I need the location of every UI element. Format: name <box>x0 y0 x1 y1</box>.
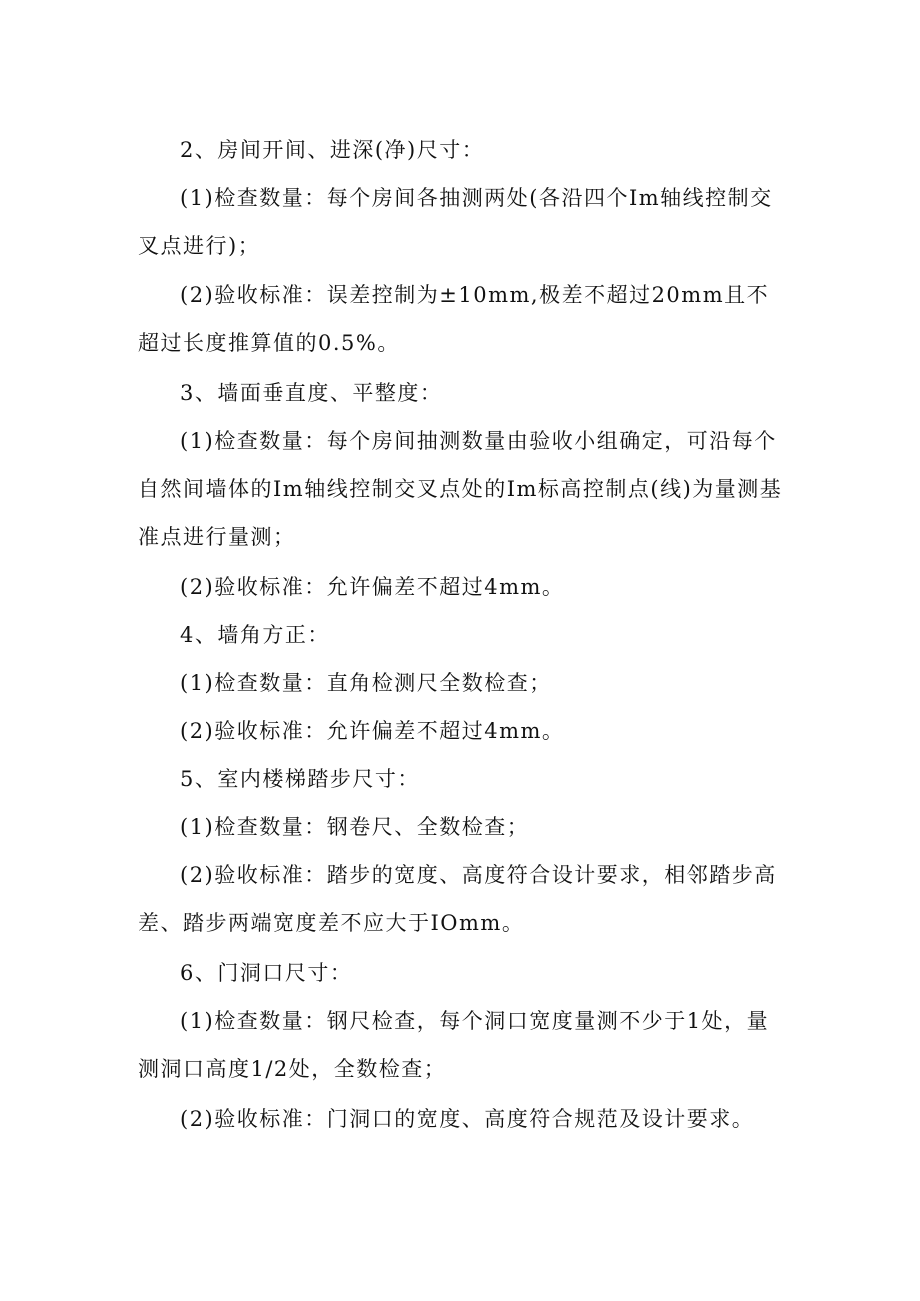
paragraph-5-2: (2)验收标准：踏步的宽度、高度符合设计要求，相邻踏步高差、踏步两端宽度差不应大于IOmm。 <box>138 863 777 935</box>
paragraph-4-2: (2)验收标准：允许偏差不超过4mm。 <box>180 719 565 743</box>
paragraph-2-2: (2)验收标准：误差控制为±10mm,极差不超过20mm且不超过长度推算值的0.5%。 <box>138 283 770 355</box>
section-heading-6: 6、门洞口尺寸： <box>180 961 353 985</box>
paragraph-5-1: (1)检查数量：钢卷尺、全数检查； <box>180 815 530 839</box>
section-heading-2: 2、房间开间、进深(净)尺寸： <box>180 138 485 162</box>
paragraph-6-1: (1)检查数量：钢尺检查，每个洞口宽度量测不少于1处，量测洞口高度1/2处，全数检查； <box>138 1009 770 1081</box>
paragraph-6-2: (2)验收标准：门洞口的宽度、高度符合规范及设计要求。 <box>180 1107 755 1131</box>
paragraph-2-1: (1)检查数量：每个房间各抽测两处(各沿四个Im轴线控制交叉点进行)； <box>138 186 773 258</box>
section-heading-5: 5、室内楼梯踏步尺寸： <box>180 767 420 791</box>
section-heading-3: 3、墙面垂直度、平整度： <box>180 381 443 405</box>
paragraph-3-2: (2)验收标准：允许偏差不超过4mm。 <box>180 575 565 599</box>
section-heading-4: 4、墙角方正： <box>180 623 330 647</box>
paragraph-4-1: (1)检查数量：直角检测尺全数检查； <box>180 671 552 695</box>
paragraph-3-1: (1)检查数量：每个房间抽测数量由验收小组确定，可沿每个自然间墙体的Im轴线控制交叉点处的Im标高控制点(线)为量测基准点进行量测； <box>138 429 783 549</box>
